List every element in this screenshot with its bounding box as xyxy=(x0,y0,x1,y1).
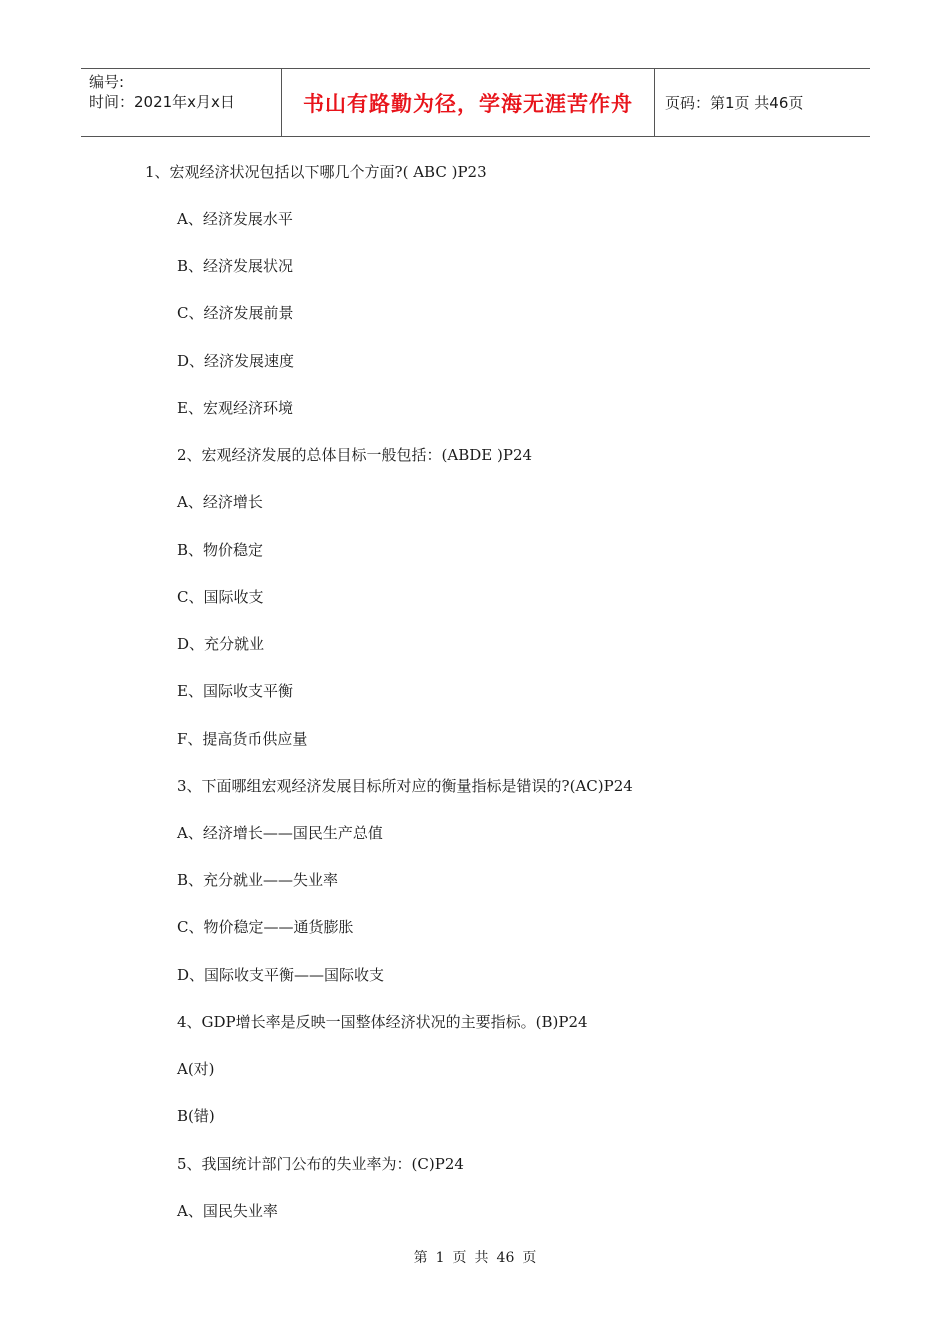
footer-text: 第 xyxy=(413,1250,428,1266)
option-line: C、经济发展前景 xyxy=(177,304,294,322)
option-line: A、经济增长——国民生产总值 xyxy=(177,824,383,842)
option-line: B(错) xyxy=(177,1107,215,1125)
question-1: 1、宏观经济状况包括以下哪几个方面?( ABC )P23 xyxy=(145,163,487,181)
option-line: B、充分就业——失业率 xyxy=(177,871,339,889)
header-center-cell xyxy=(282,69,655,136)
option-line: D、国际收支平衡——国际收支 xyxy=(177,966,385,984)
option-line: D、经济发展速度 xyxy=(177,352,295,370)
page-count-label: 页码：第1页 共46页 xyxy=(665,94,804,112)
option-line: B、经济发展状况 xyxy=(177,257,294,275)
footer-text: 页 xyxy=(452,1250,467,1266)
question-3: 3、下面哪组宏观经济发展目标所对应的衡量指标是错误的?(AC)P24 xyxy=(177,777,633,795)
option-line: C、国际收支 xyxy=(177,588,264,606)
date-label: 时间：2021年x月x日 xyxy=(89,93,235,111)
option-line: E、宏观经济环境 xyxy=(177,399,293,417)
option-line: A(对) xyxy=(177,1060,215,1078)
option-line: A、经济发展水平 xyxy=(177,210,293,228)
option-line: C、物价稳定——通货膨胀 xyxy=(177,918,354,936)
page-footer xyxy=(0,1247,950,1267)
footer-total-pages: 46 xyxy=(496,1250,515,1266)
motto-text: 书山有路勤为径，学海无涯苦作舟 xyxy=(303,91,633,116)
question-5: 5、我国统计部门公布的失业率为：(C)P24 xyxy=(177,1155,464,1173)
option-line: E、国际收支平衡 xyxy=(177,682,293,700)
header-right-cell xyxy=(655,69,880,136)
footer-text: 页 xyxy=(522,1250,537,1266)
option-line: B、物价稳定 xyxy=(177,541,264,559)
option-line: F、提高货币供应量 xyxy=(177,730,308,748)
footer-page-number: 1 xyxy=(435,1250,445,1266)
question-4: 4、GDP增长率是反映一国整体经济状况的主要指标。(B)P24 xyxy=(177,1013,588,1031)
footer-text: 共 xyxy=(474,1250,489,1266)
document-number-label: 编号: xyxy=(89,73,125,91)
option-line: A、国民失业率 xyxy=(177,1202,278,1220)
option-line: A、经济增长 xyxy=(177,493,263,511)
question-2: 2、宏观经济发展的总体目标一般包括：(ABDE )P24 xyxy=(177,446,533,464)
page-header xyxy=(81,68,870,137)
option-line: D、充分就业 xyxy=(177,635,265,653)
header-left-cell xyxy=(81,69,282,136)
